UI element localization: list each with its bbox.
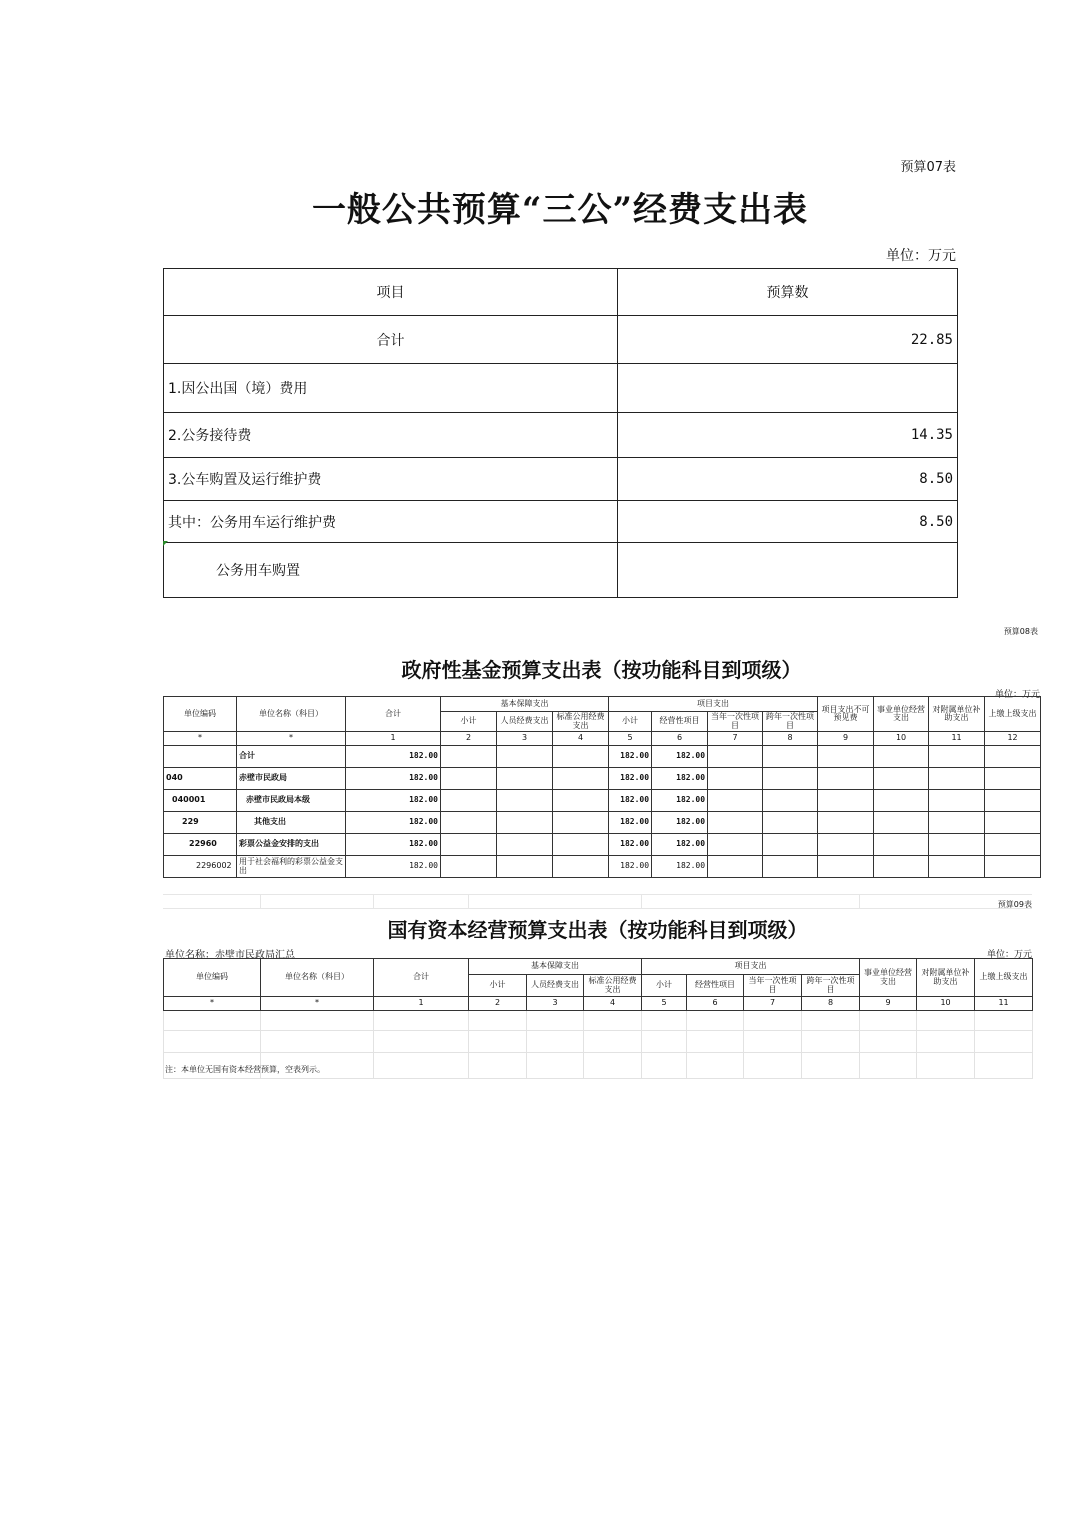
empty-row (164, 1011, 1033, 1031)
table-row (164, 458, 958, 501)
row-name: 合计 (237, 746, 346, 768)
state-capital-expense-table (163, 958, 1033, 1079)
header-unit-code: 单位编码 (164, 697, 237, 732)
index-cell: 1 (374, 997, 469, 1011)
header-project: 项目支出 (609, 697, 818, 712)
table2-unit: 单位：万元 (994, 690, 1040, 700)
index-cell: 7 (744, 997, 802, 1011)
table-row (164, 790, 1041, 812)
cell-comment-marker (163, 541, 168, 546)
gridline (641, 894, 642, 908)
table-row (164, 746, 1041, 768)
row-project-subtotal: 182.00 (609, 790, 652, 812)
header-project-subtotal: 小计 (609, 712, 652, 732)
row-total: 182.00 (346, 746, 441, 768)
row-project-subtotal: 182.00 (609, 834, 652, 856)
header-basic-personnel: 人员经费支出 (527, 975, 584, 997)
gridline (163, 894, 1032, 895)
header-basic-subtotal: 小计 (469, 975, 527, 997)
index-cell: 6 (687, 997, 744, 1011)
gridline (468, 894, 469, 908)
table1-code: 预算07表 (900, 160, 956, 175)
row-project-operating: 182.00 (652, 856, 708, 878)
row-label: 其中：公务用车运行维护费 (164, 501, 618, 543)
row-project-subtotal: 182.00 (609, 768, 652, 790)
table-header-row (164, 269, 958, 316)
index-cell: 3 (527, 997, 584, 1011)
row-code: 2296002 (164, 856, 237, 878)
row-name: 赤壁市民政局 (237, 768, 346, 790)
index-cell: 2 (441, 732, 497, 746)
header-basic-personnel: 人员经费支出 (497, 712, 553, 732)
gridline (859, 894, 860, 908)
index-cell: * (164, 732, 237, 746)
header-amount: 预算数 (618, 269, 958, 316)
table1-title: 一般公共预算“三公”经费支出表 (311, 190, 809, 230)
index-row (164, 997, 1033, 1011)
header-unit-code: 单位编码 (164, 959, 261, 997)
index-cell: 8 (763, 732, 818, 746)
table-row (164, 834, 1041, 856)
index-cell: 11 (929, 732, 985, 746)
header-institution-operating: 事业单位经营支出 (874, 697, 929, 732)
three-public-expense-table (163, 268, 958, 598)
index-cell: * (261, 997, 374, 1011)
index-cell: 9 (860, 997, 917, 1011)
row-name: 用于社会福利的彩票公益金支出 (237, 856, 346, 878)
index-cell: 5 (642, 997, 687, 1011)
gridline (163, 908, 1032, 909)
row-value (618, 543, 958, 598)
row-project-subtotal: 182.00 (609, 746, 652, 768)
header-project-cross-once: 跨年一次性项目 (802, 975, 860, 997)
row-label: 3.公车购置及运行维护费 (164, 458, 618, 501)
index-row (164, 732, 1041, 746)
index-cell: 12 (985, 732, 1041, 746)
row-project-operating: 182.00 (652, 746, 708, 768)
table-row (164, 543, 958, 598)
header-project-operating: 经营性项目 (652, 712, 708, 732)
index-cell: 6 (652, 732, 708, 746)
header-subsidy-subordinate: 对附属单位补助支出 (917, 959, 975, 997)
table3-title: 国有资本经营预算支出表（按功能科目到项级） (387, 918, 808, 942)
table-row (164, 856, 1041, 878)
index-cell: * (237, 732, 346, 746)
index-cell: 1 (346, 732, 441, 746)
index-cell: 7 (708, 732, 763, 746)
row-name: 其他支出 (237, 812, 346, 834)
row-label: 1.因公出国（境）费用 (164, 364, 618, 413)
table1-unit: 单位：万元 (886, 248, 956, 264)
row-label: 公务用车购置 (164, 543, 618, 598)
header-project-current-once: 当年一次性项目 (744, 975, 802, 997)
row-code (164, 746, 237, 768)
table3-code: 预算09表 (997, 900, 1032, 909)
row-value: 14.35 (618, 413, 958, 458)
row-total: 182.00 (346, 834, 441, 856)
table3-unit-name: 单位名称：赤壁市民政局汇总 (165, 950, 295, 961)
row-project-operating: 182.00 (652, 790, 708, 812)
header-project-subtotal: 小计 (642, 975, 687, 997)
gridline (260, 894, 261, 908)
table2-code: 预算08表 (1003, 627, 1038, 636)
header-basic: 基本保障支出 (469, 959, 642, 975)
header-project-operating: 经营性项目 (687, 975, 744, 997)
row-project-operating: 182.00 (652, 834, 708, 856)
table-row (164, 768, 1041, 790)
header-project-nonfiscal: 项目支出不可预见费 (818, 697, 874, 732)
row-value (618, 364, 958, 413)
index-cell: 3 (497, 732, 553, 746)
row-total: 182.00 (346, 812, 441, 834)
header-total: 合计 (346, 697, 441, 732)
index-cell: 4 (553, 732, 609, 746)
index-cell: 2 (469, 997, 527, 1011)
row-project-operating: 182.00 (652, 812, 708, 834)
index-cell: 9 (818, 732, 874, 746)
index-cell: 4 (584, 997, 642, 1011)
header-unit-name: 单位名称（科目） (261, 959, 374, 997)
row-project-operating: 182.00 (652, 768, 708, 790)
row-value: 22.85 (618, 316, 958, 364)
header-unit-name: 单位名称（科目） (237, 697, 346, 732)
header-basic-subtotal: 小计 (441, 712, 497, 732)
row-name: 赤壁市民政局本级 (237, 790, 346, 812)
row-total: 182.00 (346, 790, 441, 812)
index-cell: 8 (802, 997, 860, 1011)
header-project-cross-once: 跨年一次性项目 (763, 712, 818, 732)
row-total: 182.00 (346, 856, 441, 878)
table2-title: 政府性基金预算支出表（按功能科目到项级） (401, 658, 802, 682)
header-project: 项目支出 (642, 959, 860, 975)
index-cell: * (164, 997, 261, 1011)
row-total: 182.00 (346, 768, 441, 790)
row-value: 8.50 (618, 501, 958, 543)
table-row (164, 812, 1041, 834)
table3-unit: 单位：万元 (986, 950, 1032, 960)
header-basic: 基本保障支出 (441, 697, 609, 712)
table-row (164, 501, 958, 543)
header-basic-standard: 标准公用经费支出 (584, 975, 642, 997)
row-project-subtotal: 182.00 (609, 812, 652, 834)
table-row (164, 364, 958, 413)
gridline (373, 894, 374, 908)
index-cell: 10 (874, 732, 929, 746)
header-project-current-once: 当年一次性项目 (708, 712, 763, 732)
row-code: 040001 (164, 790, 237, 812)
header-total: 合计 (374, 959, 469, 997)
table-row (164, 316, 958, 364)
row-code: 040 (164, 768, 237, 790)
row-label: 2.公务接待费 (164, 413, 618, 458)
row-code: 22960 (164, 834, 237, 856)
header-upper-remit: 上缴上级支出 (975, 959, 1033, 997)
index-cell: 11 (975, 997, 1033, 1011)
row-code: 229 (164, 812, 237, 834)
index-cell: 5 (609, 732, 652, 746)
header-basic-standard: 标准公用经费支出 (553, 712, 609, 732)
index-cell: 10 (917, 997, 975, 1011)
header-upper-remit: 上缴上级支出 (985, 697, 1041, 732)
gov-fund-expense-table (163, 696, 1041, 878)
empty-row (164, 1031, 1033, 1053)
table3-note: 注：本单位无国有资本经营预算，空表列示。 (165, 1065, 325, 1074)
row-label: 合计 (164, 316, 618, 364)
table-header-row (164, 959, 1033, 975)
row-project-subtotal: 182.00 (609, 856, 652, 878)
table-header-row (164, 697, 1041, 712)
header-institution-operating: 事业单位经营支出 (860, 959, 917, 997)
header-item: 项目 (164, 269, 618, 316)
header-subsidy-subordinate: 对附属单位补助支出 (929, 697, 985, 732)
table-row (164, 413, 958, 458)
row-value: 8.50 (618, 458, 958, 501)
row-name: 彩票公益金安排的支出 (237, 834, 346, 856)
